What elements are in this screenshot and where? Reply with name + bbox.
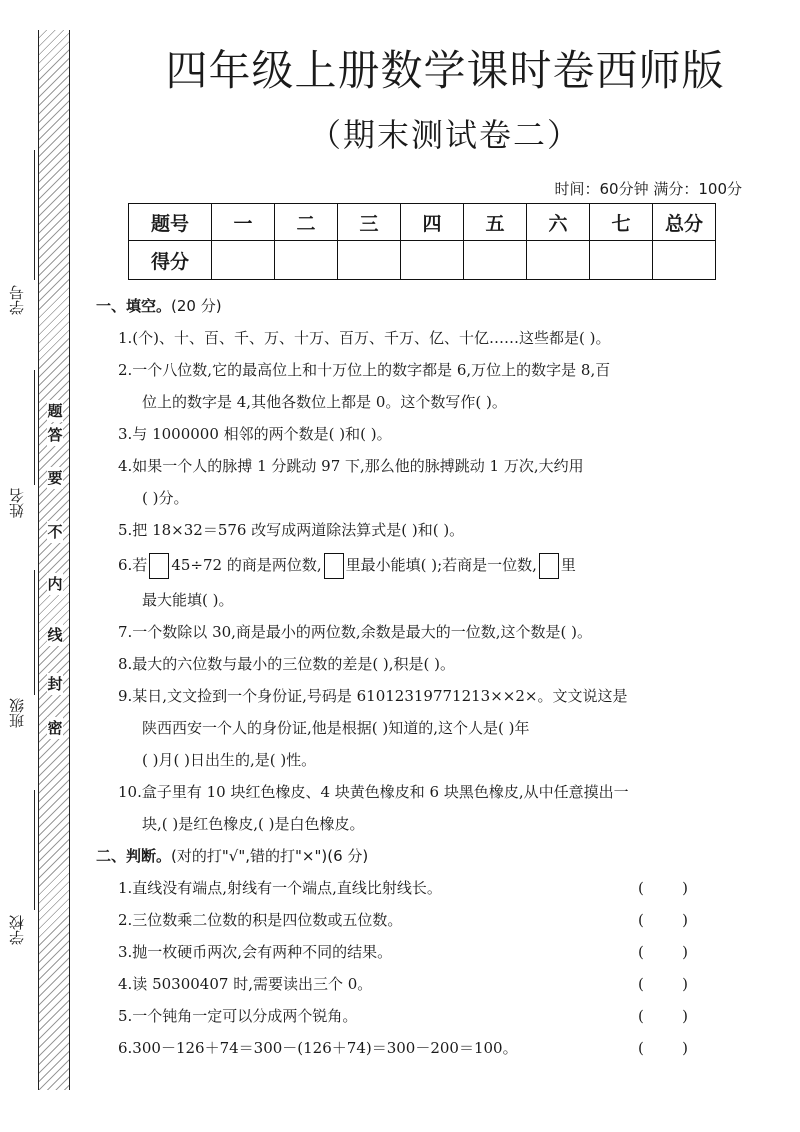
score-entry-cell[interactable] [338,241,401,280]
question-6-cont: 最大能填( )。 [142,591,234,609]
question-4-cont: ( )分。 [142,489,189,507]
judge-statement: 6.300－126＋74＝300－(126＋74)＝300－200＝100。 [118,1039,518,1057]
field-underline[interactable] [34,150,35,280]
judge-item [96,904,696,936]
judge-answer-slot[interactable] [638,1000,688,1032]
answer-box[interactable] [149,553,169,579]
judge-answer-slot[interactable] [638,872,688,904]
judge-answer-slot[interactable] [638,1032,688,1064]
time-score-info: 时间：60分钟 满分：100分 [554,180,742,198]
answer-box[interactable] [324,553,344,579]
paren: ) [682,879,688,897]
field-label: 学号 [8,285,26,315]
score-table-cell: 题号 [129,204,212,241]
score-table-cell: 总分 [653,204,716,241]
section-points: (20 分) [171,297,222,315]
score-entry-cell[interactable] [212,241,275,280]
judge-statement: 3.抛一枚硬币两次,会有两种不同的结果。 [118,943,393,961]
judge-answer-slot[interactable] [638,936,688,968]
judge-item [96,1000,696,1032]
paren: ( [638,975,644,993]
field-class [6,570,32,740]
paren: ) [682,943,688,961]
judge-item [96,1032,696,1064]
field-name [6,370,32,530]
binding-warning-char: 题 [47,402,63,420]
question-6-text: 6.若 [118,556,148,574]
question-9: 9.某日,文文捡到一个身份证,号码是 61012319771213××2×。文文说这是 [118,687,628,705]
question-6-text: 里 [560,556,576,574]
question-6-text: 里最小能填( );若商是一位数, [345,556,537,574]
question-6 [96,546,696,584]
judge-statement: 1.直线没有端点,射线有一个端点,直线比射线长。 [118,879,442,897]
question-9-cont: ( )月( )日出生的,是( )性。 [142,751,317,769]
paren: ) [682,975,688,993]
binding-warning-char: 答 [47,426,63,444]
score-table-cell: 四 [401,204,464,241]
score-entry-cell[interactable] [275,241,338,280]
field-underline[interactable] [34,570,35,695]
answer-box[interactable] [539,553,559,579]
question-10: 10.盒子里有 10 块红色橡皮、4 块黄色橡皮和 6 块黑色橡皮,从中任意摸出一 [118,783,629,801]
score-table [128,203,716,280]
field-student-id [6,150,32,330]
judge-answer-slot[interactable] [638,968,688,1000]
paren: ( [638,879,644,897]
score-entry-cell[interactable] [653,241,716,280]
score-entry-cell[interactable] [527,241,590,280]
judge-item [96,872,696,904]
binding-warning-char: 不 [47,523,63,541]
question-7: 7.一个数除以 30,商是最小的两位数,余数是最大的一位数,这个数是( )。 [118,623,592,641]
question-9-cont: 陕西西安一个人的身份证,他是根据( )知道的,这个人是( )年 [142,719,530,737]
judge-statement: 4.读 50300407 时,需要读出三个 0。 [118,975,373,993]
score-entry-cell[interactable] [464,241,527,280]
score-table-cell: 七 [590,204,653,241]
page-subtitle: （期末测试卷二） [308,116,581,154]
score-table-cell: 五 [464,204,527,241]
section-points: (对的打"√",错的打"×")(6 分) [171,847,369,865]
binding-warning-char: 内 [47,575,63,593]
question-4: 4.如果一个人的脉搏 1 分跳动 97 下,那么他的脉搏跳动 1 万次,大约用 [118,457,584,475]
question-1: 1.(个)、十、百、千、万、十万、百万、千万、亿、十亿……这些都是( )。 [118,329,611,347]
question-8: 8.最大的六位数与最小的三位数的差是( ),积是( )。 [118,655,456,673]
paren: ( [638,1039,644,1057]
section-heading [96,840,696,872]
exam-content [96,290,696,1064]
section-title: 一、填空。 [96,297,172,315]
field-underline[interactable] [34,370,35,485]
question-3: 3.与 1000000 相邻的两个数是( )和( )。 [118,425,392,443]
paren: ( [638,911,644,929]
section-heading [96,290,696,322]
judge-item [96,936,696,968]
paren: ) [682,911,688,929]
judge-item [96,968,696,1000]
section-title: 二、判断。 [96,847,172,865]
binding-hatch-strip [38,30,70,1090]
page-title: 四年级上册数学课时卷西师版 [165,46,725,95]
score-table-score-row [129,241,716,280]
score-entry-cell[interactable] [401,241,464,280]
paren: ) [682,1039,688,1057]
judge-answer-slot[interactable] [638,904,688,936]
judge-statement: 2.三位数乘二位数的积是四位数或五位数。 [118,911,403,929]
question-10-cont: 块,( )是红色橡皮,( )是白色橡皮。 [142,815,365,833]
paren: ) [682,1007,688,1025]
field-label: 班级 [8,698,26,728]
field-underline[interactable] [34,790,35,910]
binding-warning-char: 线 [47,626,63,644]
score-table-cell: 六 [527,204,590,241]
question-6-text: 45÷72 的商是两位数, [171,556,322,574]
score-entry-cell[interactable] [590,241,653,280]
field-label: 姓名 [8,488,26,518]
paren: ( [638,943,644,961]
question-2-cont: 位上的数字是 4,其他各数位上都是 0。这个数写作( )。 [142,393,507,411]
score-table-cell: 得分 [129,241,212,280]
judge-statement: 5.一个钝角一定可以分成两个锐角。 [118,1007,358,1025]
score-table-cell: 三 [338,204,401,241]
score-table-header-row [129,204,716,241]
field-label: 学校 [8,915,26,945]
paren: ( [638,1007,644,1025]
question-2: 2.一个八位数,它的最高位上和十万位上的数字都是 6,万位上的数字是 8,百 [118,361,611,379]
binding-warning-char: 密 [47,719,63,737]
binding-margin [0,0,92,1132]
binding-warning-char: 要 [47,469,63,487]
score-table-cell: 二 [275,204,338,241]
score-table-cell: 一 [212,204,275,241]
binding-warning-char: 封 [47,675,63,693]
field-school [6,790,32,960]
question-5: 5.把 18×32＝576 改写成两道除法算式是( )和( )。 [118,521,465,539]
